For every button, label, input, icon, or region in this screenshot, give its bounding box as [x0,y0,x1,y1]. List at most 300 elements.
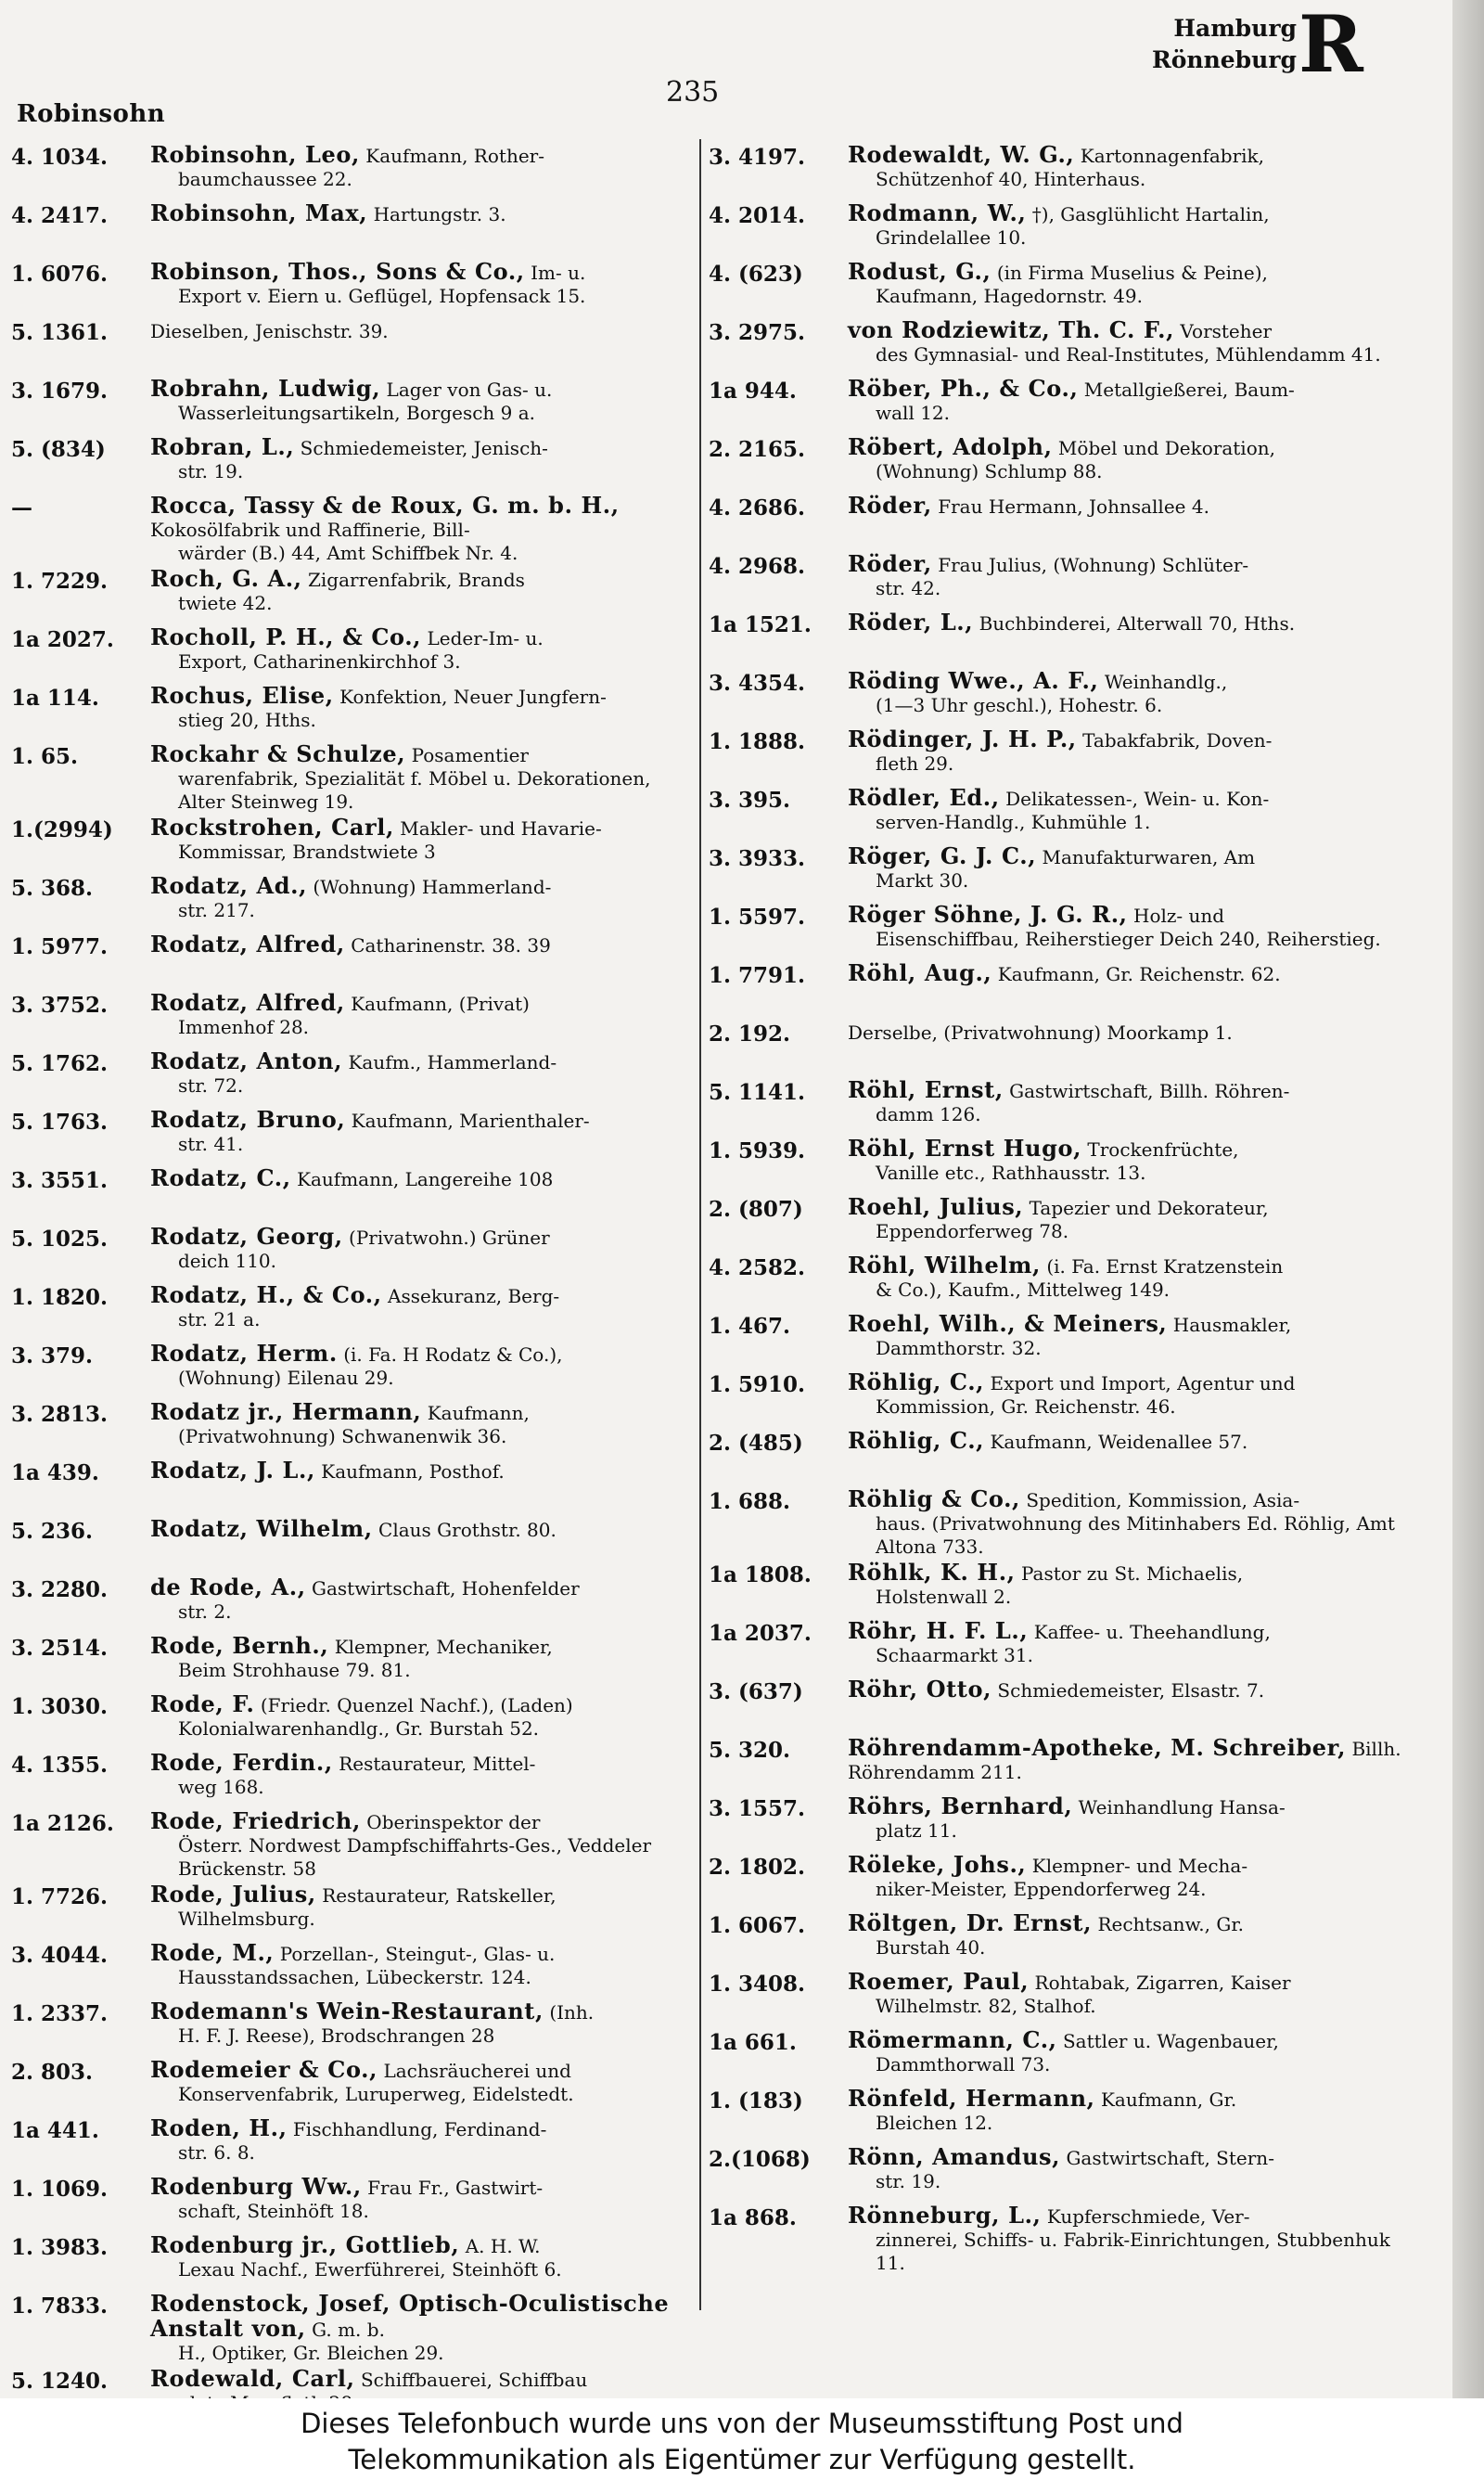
entry-name: Roehl, Wilh., & Meiners, [848,1310,1168,1337]
phone-number: — [11,495,32,520]
entry-name: Rodenburg Ww., [150,2173,362,2200]
phone-number: 1. 688. [709,1489,791,1514]
entry-detail-continued: Grindelallee 10. [876,226,1027,249]
directory-entry [11,682,690,740]
entry-detail: G. m. b. [312,2319,385,2341]
entry-text [150,623,690,674]
directory-entry [11,2290,690,2365]
entry-text [150,1939,690,1989]
entry-text [848,901,1423,951]
entry-detail: Trockenfrüchte, [1087,1138,1239,1161]
phone-number: 2. (807) [709,1197,803,1222]
phone-number: 3. 2975. [709,320,806,345]
entry-name: Röhrs, Bernhard, [848,1793,1073,1819]
phone-number: 1. 7229. [11,569,109,594]
entry-text [848,199,1423,250]
entry-detail: (Friedr. Quenzel Nachf.), (Laden) [260,1694,573,1716]
entry-detail: Gastwirtschaft, Hohenfelder [312,1577,580,1600]
entry-text [848,433,1423,483]
entry-detail-continued: niker-Meister, Eppendorferweg 24. [876,1878,1207,1900]
entry-text [150,492,690,565]
entry-name: Rodatz, Alfred, [150,931,345,957]
phone-number: 1.(2994) [11,817,113,842]
entry-detail-continued: Kolonialwarenhandlg., Gr. Burstah 52. [178,1717,540,1740]
directory-entry [709,375,1423,433]
entry-text [150,2290,690,2365]
entry-text [150,1340,690,1390]
directory-entry [709,550,1423,609]
entry-name: Röhlig, C., [848,1427,985,1454]
entry-text [848,375,1423,425]
directory-entry [11,316,690,375]
entry-text [848,609,1423,636]
directory-entry [709,1252,1423,1310]
entry-text [848,1676,1423,1703]
entry-detail: Metallgießerei, Baum- [1083,379,1295,401]
directory-entry [11,1939,690,1998]
entry-detail: (Privatwohn.) Grüner [349,1227,550,1249]
entry-detail: Buchbinderei, Alterwall 70, Hths. [979,612,1296,635]
entry-text [150,1574,690,1624]
entry-name: Rodmann, W., [848,199,1027,226]
entry-text [848,1252,1423,1302]
entry-name: Rockstrohen, Carl, [150,814,394,841]
entry-name: Röltgen, Dr. Ernst, [848,1909,1093,1936]
directory-entry [709,1909,1423,1968]
entry-detail: Kaufmann, Gr. Reichenstr. 62. [997,963,1281,985]
entry-detail: Kaffee- u. Theehandlung, [1033,1621,1271,1643]
directory-entry [11,1047,690,1106]
phone-number: 5. 236. [11,1519,94,1544]
entry-detail: Lachsräucherei und [383,2060,571,2082]
entry-text [848,2026,1423,2076]
entry-detail-continued: Dammthorwall 73. [876,2053,1051,2075]
directory-entry [11,199,690,258]
directory-entry [709,1310,1423,1368]
entry-name: Röding Wwe., A. F., [848,667,1099,694]
directory-entry [11,141,690,199]
entry-name: Rode, F. [150,1690,255,1717]
entry-detail-continued: H. F. J. Reese), Brodschrangen 28 [178,2024,495,2047]
phone-number: 3. 3933. [709,846,806,871]
entry-text [150,1632,690,1682]
entry-detail: Gastwirtschaft, Stern- [1066,2147,1274,2169]
entry-text [848,784,1423,834]
page-edge [1452,0,1484,2398]
entry-name: Rönn, Amandus, [848,2143,1061,2170]
entry-detail: Gastwirtschaft, Billh. Röhren- [1009,1080,1290,1102]
phone-number: 5. 1141. [709,1080,806,1105]
directory-entry [11,2173,690,2231]
entry-detail: Möbel und Dekoration, [1057,437,1275,459]
entry-detail: Claus Grothstr. 80. [378,1519,556,1541]
entry-detail-continued: str. 6. 8. [178,2141,255,2164]
entry-text [150,1690,690,1741]
directory-entry [709,726,1423,784]
entry-detail-continued: deich 110. [178,1250,277,1272]
entry-name: Robinsohn, Leo, [150,141,360,168]
entry-detail: Tabakfabrik, Doven- [1082,729,1273,752]
phone-number: 1a 114. [11,686,99,711]
directory-entry [11,433,690,492]
phone-number: 2. 192. [709,1022,791,1047]
entry-detail-continued: Burstah 40. [876,1936,986,1959]
entry-detail: Manufakturwaren, Am [1042,846,1256,868]
entry-name: Röber, Ph., & Co., [848,375,1079,402]
entry-name: Röhlk, K. H., [848,1559,1016,1586]
phone-number: 3. 4197. [709,145,806,170]
entry-text [848,1135,1423,1185]
phone-number: 4. 2968. [709,554,806,579]
phone-number: 1a 2037. [709,1621,812,1646]
entry-name: Rodemeier & Co., [150,2056,378,2083]
entry-detail-continued: Kommissar, Brandstwiete 3 [178,841,436,863]
directory-entry [11,1881,690,1939]
entry-detail: (i. Fa. Ernst Kratzenstein [1046,1255,1284,1278]
entry-detail: Klempner- und Mecha- [1031,1855,1248,1877]
phone-number: 2. 1802. [709,1855,806,1880]
phone-number: 5. 1763. [11,1110,109,1135]
entry-name: Röhr, H. F. L., [848,1617,1029,1644]
entry-detail: Hartungstr. 3. [373,203,506,225]
phone-number: 1a 868. [709,2205,797,2230]
entry-text [150,1047,690,1098]
entry-text [150,1749,690,1799]
entry-name: Rode, Julius, [150,1881,316,1908]
phone-number: 4. 2014. [709,203,806,228]
entry-detail-continued: Holstenwall 2. [876,1586,1012,1608]
directory-entry [709,1559,1423,1617]
entry-text [848,141,1423,191]
entry-name: Rode, M., [150,1939,275,1966]
entry-text [848,2202,1423,2275]
directory-entry [709,1427,1423,1485]
entry-detail: (Wohnung) Hammerland- [313,876,552,898]
entry-name: Röbert, Adolph, [848,433,1053,460]
entry-detail-continued: fleth 29. [876,752,954,775]
entry-detail: Kaufmann, (Privat) [351,993,530,1015]
entry-text [848,1559,1423,1609]
entry-text [848,550,1423,600]
entry-detail: †), Gasglühlicht Hartalin, [1031,203,1270,225]
phone-number: 1a 441. [11,2118,99,2143]
entry-text [150,433,690,483]
phone-number: 3. 1679. [11,379,109,404]
directory-entry [11,1574,690,1632]
entry-detail: Rechtsanw., Gr. [1097,1913,1245,1935]
phone-number: 3. 395. [709,788,791,813]
directory-entry [11,1515,690,1574]
entry-text [150,931,690,957]
directory-entry [709,1734,1423,1793]
entry-text [848,1018,1423,1045]
entry-detail-continued: Markt 30. [876,869,969,892]
directory-entry [11,872,690,931]
entry-text [150,1106,690,1156]
directory-entry [709,141,1423,199]
directory-entry [709,1485,1423,1559]
directory-entry [11,258,690,316]
entry-name: Roden, H., [150,2114,288,2141]
entry-text [150,1807,690,1881]
directory-entry [709,784,1423,842]
directory-entry [11,1998,690,2056]
phone-number: 1. 1888. [709,729,806,754]
entry-text [150,2114,690,2165]
directory-entry [709,1368,1423,1427]
entry-detail-continued: baumchaussee 22. [178,168,352,190]
entry-name: Rödinger, J. H. P., [848,726,1077,752]
entry-detail-continued: zinnerei, Schiffs- u. Fabrik-Einrichtungen, Stubbenhuk 11. [876,2229,1390,2274]
directory-entry [709,1968,1423,2026]
entry-detail-continued: Wasserleitungsartikeln, Borgesch 9 a. [178,402,536,424]
entry-name: Rode, Ferdin., [150,1749,333,1776]
entry-detail: Catharinenstr. 38. 39 [351,934,551,957]
entry-detail-continued: wärder (B.) 44, Amt Schiffbek Nr. 4. [178,542,518,564]
phone-number: 1a 1521. [709,612,812,637]
entry-detail: Kaufmann, Gr. [1100,2088,1237,2111]
entry-text [150,1398,690,1448]
entry-text [848,1193,1423,1243]
entry-text [848,316,1423,366]
phone-number: 1. 467. [709,1314,791,1339]
entry-text [848,492,1423,519]
entry-text [848,726,1423,776]
directory-entry [11,2114,690,2173]
phone-number: 1. (183) [709,2088,803,2114]
phone-number: 1. 1820. [11,1285,109,1310]
directory-entry [11,375,690,433]
entry-name: Rodatz, H., & Co., [150,1281,382,1308]
entry-detail: Weinhandlung Hansa- [1078,1796,1286,1818]
directory-entry [11,1340,690,1398]
entry-name: Röhlig & Co., [848,1485,1020,1512]
directory-entry [709,1018,1423,1076]
entry-detail: Oberinspektor der [366,1811,541,1833]
phone-number: 2. 2165. [709,437,806,462]
phone-number: 5. 320. [709,1738,791,1763]
entry-detail-continued: (Privatwohnung) Schwanenwik 36. [178,1425,507,1447]
entry-name: Rodatz, J. L., [150,1457,315,1484]
phone-number: 1. 65. [11,744,79,769]
entry-detail-continued: stieg 20, Hths. [178,709,316,731]
entry-detail-continued: Dammthorstr. 32. [876,1337,1042,1359]
entry-name: Röhl, Ernst Hugo, [848,1135,1082,1162]
entry-name: Rodatz jr., Hermann, [150,1398,422,1425]
entry-detail-continued: wall 12. [876,402,950,424]
phone-number: 3. 4044. [11,1943,109,1968]
entry-text [150,872,690,922]
entry-name: Roehl, Julius, [848,1193,1024,1220]
entry-name: Robinson, Thos., Sons & Co., [150,258,525,285]
entry-text [150,1998,690,2048]
entry-detail-continued: Beim Strohhause 79. 81. [178,1659,411,1681]
entry-text [150,316,690,343]
entry-detail-continued: Vanille etc., Rathhausstr. 13. [876,1162,1146,1184]
entry-detail: Posamentier [411,744,529,766]
entry-name: Rodatz, Ad., [150,872,308,899]
directory-entry [709,609,1423,667]
entry-detail: Kartonnagenfabrik, [1080,145,1265,167]
directory-entry [11,814,690,872]
entry-detail: Frau Hermann, Johnsallee 4. [938,495,1209,518]
entry-detail-continued: Wilhelmsburg. [178,1908,315,1930]
phone-number: 1. 3030. [11,1694,109,1719]
entry-detail: Restaurateur, Ratskeller, [322,1884,556,1907]
phone-number: 3. 2813. [11,1402,109,1427]
right-column [709,141,1423,2275]
entry-text [848,1076,1423,1126]
entry-text [848,959,1423,986]
entry-text [150,1515,690,1542]
entry-text [848,1851,1423,1901]
entry-name: Rodatz, Herm. [150,1340,338,1367]
column-divider [699,139,701,2310]
directory-entry [11,1457,690,1515]
directory-entry [709,667,1423,726]
phone-number: 5. 1762. [11,1051,109,1076]
page-number: 235 [666,76,720,109]
entry-detail-continued: Konservenfabrik, Luruperweg, Eidelstedt. [178,2083,574,2105]
phone-number: 2. 803. [11,2060,94,2085]
phone-number: 1. 6076. [11,262,109,287]
entry-name: Rodatz, Bruno, [150,1106,346,1133]
directory-entry [709,316,1423,375]
entry-detail-continued: des Gymnasial- und Real-Institutes, Mühlendamm 41. [876,343,1381,366]
entry-name: Rodatz, C., [150,1164,291,1191]
directory-entry [709,1135,1423,1193]
entry-name: Rodewald, Carl, [150,2365,355,2392]
entry-detail-continued: (Wohnung) Schlump 88. [876,460,1103,482]
phone-number: 1. 7791. [709,963,806,988]
entry-name: Röhlig, C., [848,1368,985,1395]
phone-number: 5. (834) [11,437,106,462]
entry-detail: Leder-Im- u. [427,627,544,649]
entry-detail: Kokosölfabrik und Raffinerie, Bill- [150,519,470,541]
entry-detail: Kaufm., Hammerland- [348,1051,557,1073]
directory-entry [709,2202,1423,2275]
entry-name: Rocca, Tassy & de Roux, G. m. b. H., [150,492,620,519]
entry-text [150,1164,690,1191]
directory-entry [709,842,1423,901]
entry-detail: Frau Julius, (Wohnung) Schlüter- [938,554,1249,576]
directory-entry [709,1851,1423,1909]
phone-number: 4. 2417. [11,203,109,228]
phone-number: 4. 2582. [709,1255,806,1280]
directory-entry [709,2085,1423,2143]
footer-line-2: Telekommunikation als Eigentümer zur Verfügung gestellt. [348,2444,1136,2475]
entry-detail-continued: H., Optiker, Gr. Bleichen 29. [178,2342,444,2364]
entry-detail-continued: str. 42. [876,577,941,599]
entry-detail-continued: Österr. Nordwest Dampfschiffahrts-Ges., Veddeler Brückenstr. 58 [178,1834,652,1880]
entry-name: Rodatz, Alfred, [150,989,345,1016]
entry-name: Rodust, G., [848,258,991,285]
phone-number: 1a 944. [709,379,797,404]
entry-name: Röder, [848,550,932,577]
entry-name: Rode, Bernh., [150,1632,329,1659]
entry-detail: Sattler u. Wagenbauer, [1062,2030,1279,2052]
entry-text [150,141,690,191]
directory-entry [11,565,690,623]
entry-name: Röger, G. J. C., [848,842,1037,869]
entry-detail: A. H. W. [465,2235,541,2257]
entry-name: Röder, [848,492,932,519]
header-range: Rönneburg [1151,46,1297,73]
entry-text [150,199,690,226]
entry-detail: Schmiedemeister, Elsastr. 7. [997,1679,1265,1702]
entry-name: Rodatz, Georg, [150,1223,343,1250]
entry-text [848,1968,1423,2018]
entry-name: Röleke, Johs., [848,1851,1027,1878]
entry-detail: Kupferschmiede, Ver- [1046,2205,1250,2228]
directory-entry [11,1749,690,1807]
directory-entry [709,2026,1423,2085]
phone-number: 1. 7726. [11,1884,109,1909]
entry-text [848,1427,1423,1454]
directory-entry [11,740,690,814]
phone-number: 1. 7833. [11,2294,109,2319]
footer-line-1: Dieses Telefonbuch wurde uns von der Museumsstiftung Post und [301,2408,1183,2439]
entry-name: Rodemann's Wein-Restaurant, [150,1998,544,2024]
entry-name: Rochus, Elise, [150,682,334,709]
phone-number: 1. 3408. [709,1972,806,1997]
phone-number: 3. 2514. [11,1636,109,1661]
phone-number: 2.(1068) [709,2147,811,2172]
header-city: Hamburg [1173,15,1297,42]
entry-name: Röhr, Otto, [848,1676,992,1703]
entry-detail: Porzellan-, Steingut-, Glas- u. [279,1943,556,1965]
phone-number: 1. 5597. [709,905,806,930]
entry-text [150,2173,690,2223]
phone-number: 1. 5977. [11,934,109,959]
entry-detail: Konfektion, Neuer Jungfern- [339,686,607,708]
phone-number: 4. 1034. [11,145,109,170]
entry-name: Röhl, Ernst, [848,1076,1004,1103]
entry-detail-continued: str. 41. [178,1133,244,1155]
entry-text [848,2143,1423,2193]
entry-detail-continued: Immenhof 28. [178,1016,310,1038]
directory-entry [11,492,690,565]
entry-detail: Klempner, Mechaniker, [334,1636,553,1658]
entry-detail: Delikatessen-, Wein- u. Kon- [1005,788,1270,810]
entry-text [150,682,690,732]
directory-entry [11,2231,690,2290]
entry-detail: Zigarrenfabrik, Brands [307,569,525,591]
directory-entry [709,199,1423,258]
entry-text [848,1368,1423,1419]
phone-number: 1. 5939. [709,1138,806,1163]
phone-number: 4. 1355. [11,1753,109,1778]
phone-number: 3. (637) [709,1679,803,1704]
entry-text [150,989,690,1039]
entry-detail-continued: str. 217. [178,899,255,921]
entry-detail-continued: str. 19. [876,2170,941,2192]
phone-number: 3. 3752. [11,993,109,1018]
entry-detail: Assekuranz, Berg- [388,1285,560,1307]
directory-entry [11,931,690,989]
entry-detail: Schmiedemeister, Jenisch- [300,437,548,459]
entry-name: Röhl, Aug., [848,959,992,986]
entry-detail: Dieselben, Jenischstr. 39. [150,320,389,342]
entry-detail: Lager von Gas- u. [386,379,553,401]
entry-detail: Spedition, Kommission, Asia- [1026,1489,1300,1511]
phone-number: 5. 1240. [11,2369,109,2394]
entry-name: Roemer, Paul, [848,1968,1030,1995]
directory-entry [11,1632,690,1690]
entry-detail: Kaufmann, Rother- [365,145,544,167]
entry-name: Robrahn, Ludwig, [150,375,381,402]
entry-detail: Pastor zu St. Michaelis, [1020,1562,1244,1585]
